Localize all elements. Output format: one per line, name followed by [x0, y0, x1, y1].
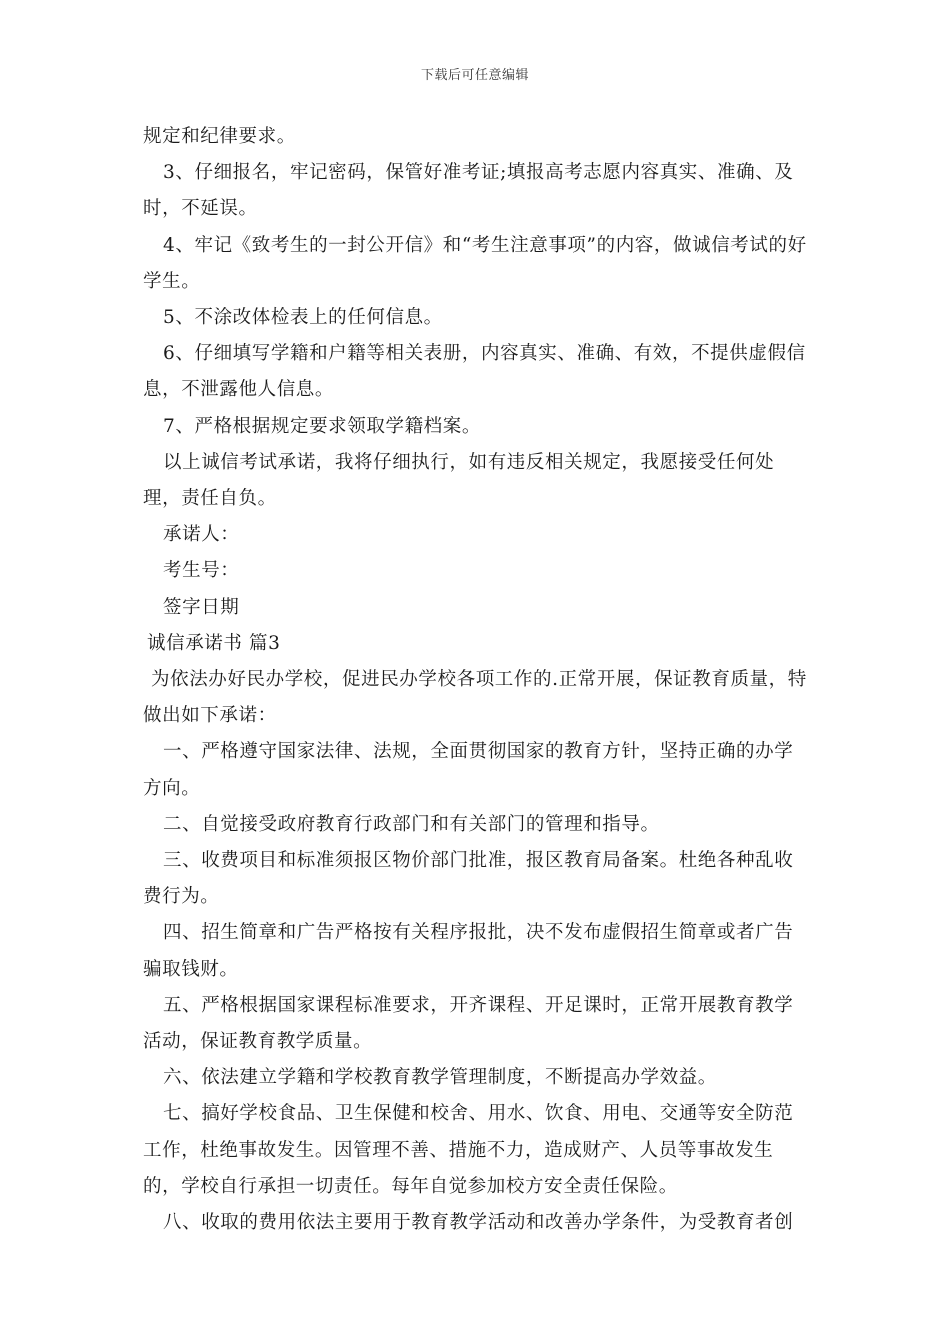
paragraph: 三、收费项目和标准须报区物价部门批准，报区教育局备案。杜绝各种乱收费行为。	[143, 850, 794, 908]
section-title: 诚信承诺书 篇3	[147, 632, 281, 654]
signature-date-label: 签字日期	[163, 596, 240, 618]
paragraph: 一、严格遵守国家法律、法规，全面贯彻国家的教育方针，坚持正确的办学方向。	[143, 741, 794, 799]
paragraph: 五、严格根据国家课程标准要求，开齐课程、开足课时，正常开展教育教学活动，保证教育教学质量。	[143, 994, 794, 1053]
paragraph: 3、仔细报名，牢记密码，保管好准考证;填报高考志愿内容真实、准确、及时，不延误。	[143, 162, 794, 220]
paragraph: 二、自觉接受政府教育行政部门和有关部门的管理和指导。	[163, 813, 660, 835]
paragraph: 为依法办好民办学校，促进民办学校各项工作的.正常开展，保证教育质量，特做出如下承诺：	[143, 669, 807, 727]
page-header-note: 下载后可任意编辑	[420, 68, 529, 83]
paragraph: 规定和纪律要求。	[143, 126, 296, 147]
paragraph: 八、收取的费用依法主要用于教育教学活动和改善办学条件，为受教育者创	[163, 1212, 794, 1234]
paragraph: 4、牢记《致考生的一封公开信》和“考生注意事项”的内容，做诚信考试的好学生。	[143, 234, 807, 292]
paragraph: 5、不涂改体检表上的任何信息。	[163, 307, 443, 329]
paragraph: 以上诚信考试承诺，我将仔细执行，如有违反相关规定，我愿接受任何处理，责任自负。	[143, 451, 775, 510]
document-body	[143, 119, 811, 1241]
paragraph: 四、招生简章和广告严格按有关程序报批，决不发布虚假招生简章或者广告骗取钱财。	[143, 922, 794, 980]
signer-label: 承诺人：	[163, 524, 240, 546]
paragraph: 6、仔细填写学籍和户籍等相关表册，内容真实、准确、有效，不提供虚假信息，不泄露他人信息。	[143, 343, 806, 401]
paragraph: 7、严格根据规定要求领取学籍档案。	[163, 415, 481, 437]
candidate-number-label: 考生号：	[163, 560, 240, 582]
paragraph: 六、依法建立学籍和学校教育教学管理制度，不断提高办学效益。	[163, 1067, 717, 1089]
paragraph: 七、搞好学校食品、卫生保健和校舍、用水、饮食、用电、交通等安全防范工作，杜绝事故发生。因管理不善、措施不力，造成财产、人员等事故发生的，学校自行承担一切责任。每年自觉参加校方安全责任保险。	[143, 1103, 794, 1197]
